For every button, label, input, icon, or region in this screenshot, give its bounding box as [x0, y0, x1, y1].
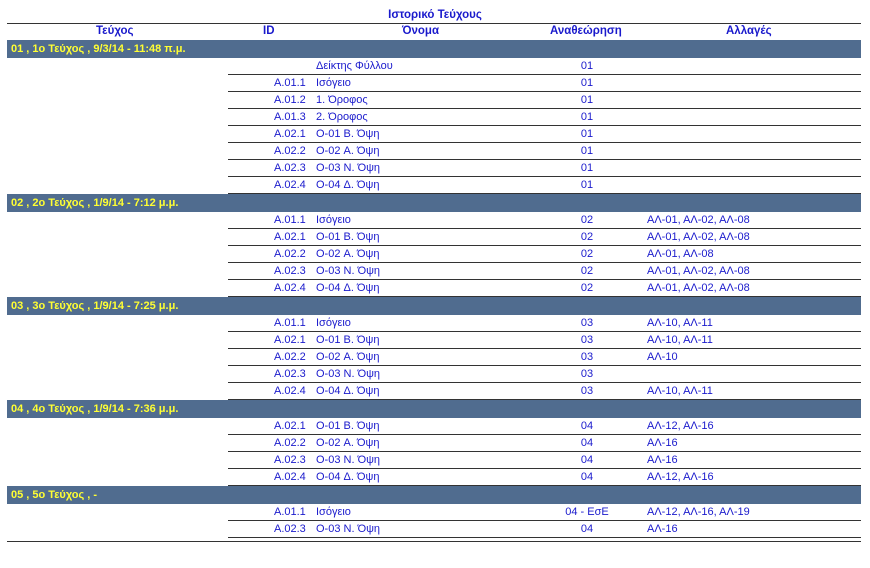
changes-cell: ΑΛ-16 — [647, 523, 678, 535]
table-row — [7, 418, 861, 435]
table-row — [7, 126, 861, 143]
changes-cell: ΑΛ-12, ΑΛ-16, ΑΛ-19 — [647, 506, 750, 518]
revision-cell: 04 - ΕσΕ — [565, 506, 609, 518]
revision-cell: 01 — [580, 111, 594, 123]
sheet-name-cell: O-03 Ν. Όψη — [316, 523, 381, 535]
header-top-divider — [7, 23, 861, 24]
sheet-id-cell: A.02.2 — [274, 351, 306, 363]
changes-cell: ΑΛ-16 — [647, 437, 678, 449]
sheet-name-cell: O-02 Α. Όψη — [316, 437, 380, 449]
changes-cell: ΑΛ-10, ΑΛ-11 — [647, 385, 713, 397]
sheet-name-cell: O-01 Β. Όψη — [316, 128, 380, 140]
sheet-name-cell: O-01 Β. Όψη — [316, 420, 380, 432]
table-row — [7, 435, 861, 452]
table-row — [7, 521, 861, 538]
sheet-id-cell: A.02.3 — [274, 162, 306, 174]
revision-cell: 04 — [580, 437, 594, 449]
sheet-name-cell: O-04 Δ. Όψη — [316, 282, 380, 294]
changes-cell: ΑΛ-10 — [647, 351, 678, 363]
table-row — [7, 177, 861, 194]
column-header-name: Όνομα — [402, 25, 440, 37]
changes-cell: ΑΛ-10, ΑΛ-11 — [647, 317, 713, 329]
revision-cell: 01 — [580, 179, 594, 191]
revision-cell: 03 — [580, 317, 594, 329]
table-row — [7, 160, 861, 177]
table-row — [7, 452, 861, 469]
sheet-id-cell: A.01.1 — [274, 77, 306, 89]
sheet-id-cell: A.02.1 — [274, 128, 306, 140]
sheet-id-cell: A.01.2 — [274, 94, 306, 106]
sheet-id-cell: A.01.1 — [274, 317, 306, 329]
changes-cell: ΑΛ-01, ΑΛ-08 — [647, 248, 714, 260]
sheet-name-cell: Ισόγειο — [316, 77, 351, 89]
revision-cell: 04 — [580, 471, 594, 483]
revision-cell: 01 — [580, 145, 594, 157]
column-header-id: ID — [263, 25, 275, 37]
revision-cell: 04 — [580, 454, 594, 466]
issue-group-header: 03 , 3ο Τεύχος , 1/9/14 - 7:25 μ.μ. — [7, 297, 861, 315]
column-header-revision: Αναθεώρηση — [550, 25, 622, 37]
table-row — [7, 246, 861, 263]
sheet-name-cell: O-02 Α. Όψη — [316, 351, 380, 363]
table-row — [7, 109, 861, 126]
sheet-name-cell: Ισόγειο — [316, 214, 351, 226]
changes-cell: ΑΛ-12, ΑΛ-16 — [647, 420, 714, 432]
row-divider — [228, 537, 861, 538]
table-row — [7, 332, 861, 349]
revision-cell: 01 — [580, 60, 594, 72]
revision-cell: 04 — [580, 523, 594, 535]
sheet-name-cell: O-01 Β. Όψη — [316, 231, 380, 243]
changes-cell: ΑΛ-01, ΑΛ-02, ΑΛ-08 — [647, 265, 750, 277]
table-row — [7, 315, 861, 332]
sheet-name-cell: O-03 Ν. Όψη — [316, 265, 381, 277]
issue-history-table — [7, 40, 861, 542]
sheet-name-cell: O-02 Α. Όψη — [316, 248, 380, 260]
table-bottom-divider — [7, 541, 861, 542]
changes-cell: ΑΛ-10, ΑΛ-11 — [647, 334, 713, 346]
sheet-name-cell: O-04 Δ. Όψη — [316, 471, 380, 483]
sheet-id-cell: A.02.4 — [274, 471, 306, 483]
sheet-id-cell: A.02.4 — [274, 179, 306, 191]
sheet-name-cell: O-03 Ν. Όψη — [316, 368, 381, 380]
table-row — [7, 366, 861, 383]
revision-cell: 01 — [580, 77, 594, 89]
revision-cell: 02 — [580, 265, 594, 277]
revision-cell: 03 — [580, 385, 594, 397]
revision-cell: 04 — [580, 420, 594, 432]
sheet-id-cell: A.02.3 — [274, 368, 306, 380]
table-row — [7, 280, 861, 297]
table-row — [7, 143, 861, 160]
sheet-name-cell: O-03 Ν. Όψη — [316, 162, 381, 174]
sheet-name-cell: Ισόγειο — [316, 317, 351, 329]
issue-group-header: 05 , 5ο Τεύχος , - — [7, 486, 861, 504]
changes-cell: ΑΛ-12, ΑΛ-16 — [647, 471, 714, 483]
sheet-name-cell: O-01 Β. Όψη — [316, 334, 380, 346]
table-row — [7, 229, 861, 246]
table-row — [7, 75, 861, 92]
revision-cell: 02 — [580, 231, 594, 243]
table-row — [7, 349, 861, 366]
issue-group-header: 01 , 1ο Τεύχος , 9/3/14 - 11:48 π.μ. — [7, 40, 861, 58]
sheet-id-cell: A.02.2 — [274, 437, 306, 449]
changes-cell: ΑΛ-01, ΑΛ-02, ΑΛ-08 — [647, 282, 750, 294]
sheet-id-cell: A.01.1 — [274, 214, 306, 226]
row-divider — [228, 193, 861, 194]
sheet-name-cell: Δείκτης Φύλλου — [316, 60, 393, 72]
revision-cell: 01 — [580, 162, 594, 174]
revision-cell: 01 — [580, 94, 594, 106]
revision-cell: 03 — [580, 351, 594, 363]
sheet-id-cell: A.02.4 — [274, 385, 306, 397]
row-divider — [228, 296, 861, 297]
table-row — [7, 504, 861, 521]
sheet-id-cell: A.02.1 — [274, 334, 306, 346]
column-header-changes: Αλλαγές — [726, 25, 772, 37]
revision-cell: 03 — [580, 334, 594, 346]
sheet-name-cell: O-04 Δ. Όψη — [316, 385, 380, 397]
sheet-id-cell: A.02.2 — [274, 145, 306, 157]
sheet-id-cell: A.02.2 — [274, 248, 306, 260]
column-header-issue: Τεύχος — [96, 25, 134, 37]
sheet-id-cell: A.02.1 — [274, 231, 306, 243]
revision-cell: 03 — [580, 368, 594, 380]
sheet-id-cell: A.02.3 — [274, 523, 306, 535]
revision-cell: 02 — [580, 248, 594, 260]
sheet-id-cell: A.02.1 — [274, 420, 306, 432]
issue-group-header: 02 , 2ο Τεύχος , 1/9/14 - 7:12 μ.μ. — [7, 194, 861, 212]
sheet-name-cell: Ισόγειο — [316, 506, 351, 518]
changes-cell: ΑΛ-01, ΑΛ-02, ΑΛ-08 — [647, 231, 750, 243]
changes-cell: ΑΛ-16 — [647, 454, 678, 466]
sheet-id-cell: A.01.3 — [274, 111, 306, 123]
row-divider — [228, 399, 861, 400]
revision-cell: 01 — [580, 128, 594, 140]
revision-cell: 02 — [580, 214, 594, 226]
table-row — [7, 212, 861, 229]
row-divider — [228, 485, 861, 486]
table-row — [7, 58, 861, 75]
sheet-name-cell: O-04 Δ. Όψη — [316, 179, 380, 191]
table-row — [7, 383, 861, 400]
sheet-name-cell: 1. Όροφος — [316, 94, 368, 106]
table-row — [7, 469, 861, 486]
sheet-id-cell: A.02.4 — [274, 282, 306, 294]
page-title: Ιστορικό Τεύχους — [388, 9, 482, 21]
sheet-id-cell: A.02.3 — [274, 454, 306, 466]
table-row — [7, 92, 861, 109]
issue-group-header: 04 , 4ο Τεύχος , 1/9/14 - 7:36 μ.μ. — [7, 400, 861, 418]
changes-cell: ΑΛ-01, ΑΛ-02, ΑΛ-08 — [647, 214, 750, 226]
sheet-name-cell: O-02 Α. Όψη — [316, 145, 380, 157]
sheet-id-cell: A.01.1 — [274, 506, 306, 518]
table-row — [7, 263, 861, 280]
sheet-name-cell: O-03 Ν. Όψη — [316, 454, 381, 466]
revision-cell: 02 — [580, 282, 594, 294]
sheet-id-cell: A.02.3 — [274, 265, 306, 277]
sheet-name-cell: 2. Όροφος — [316, 111, 368, 123]
